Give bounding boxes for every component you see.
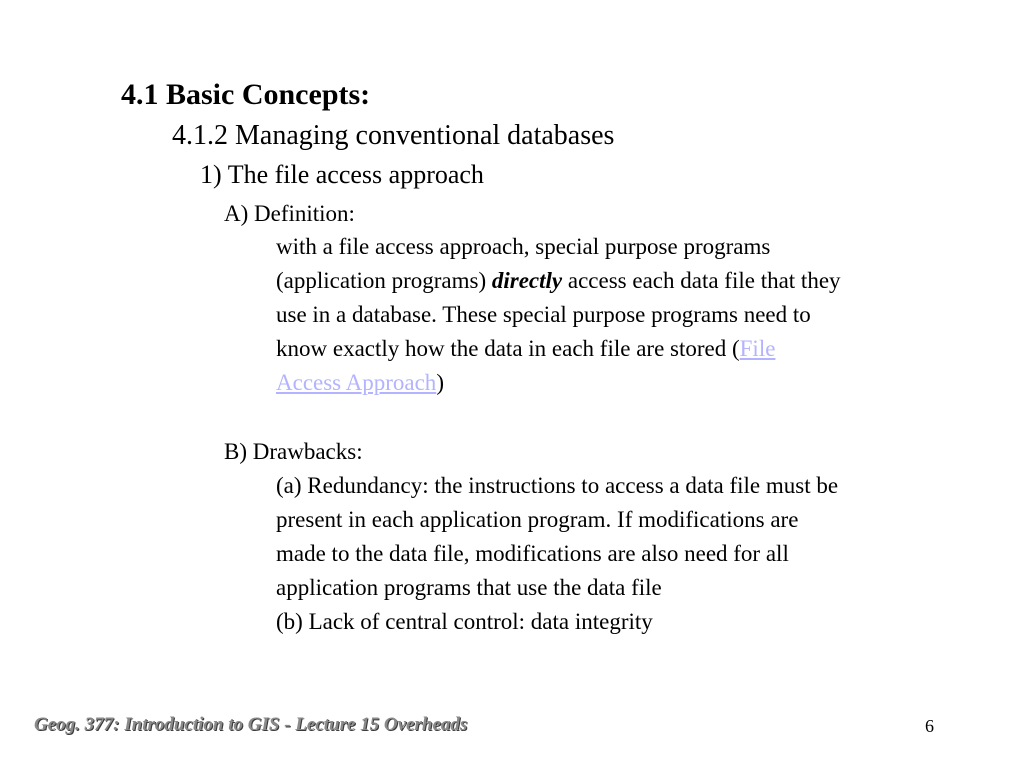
slide-subheading: 4.1.2 Managing conventional databases xyxy=(172,120,615,151)
emphasis-directly: directly xyxy=(491,268,563,293)
definition-line-5 xyxy=(276,371,444,394)
definition-line-3: use in a database. These special purpose programs need to xyxy=(276,302,811,327)
drawbacks-label: B) Drawbacks: xyxy=(224,439,363,464)
definition-line-4-text: know exactly how the data in each file are stored ( xyxy=(276,336,740,361)
file-access-approach-link-part-1[interactable]: File xyxy=(739,336,776,361)
section-title: 1) The file access approach xyxy=(200,160,484,189)
definition-line-2-start: (application programs) xyxy=(276,268,492,293)
drawbacks-line-4: application programs that use the data file xyxy=(276,575,662,600)
file-access-approach-link-part-2[interactable]: Access Approach xyxy=(276,370,437,395)
definition-line-1: with a file access approach, special purpose programs xyxy=(276,234,771,259)
drawbacks-line-3: made to the data file, modifications are also need for all xyxy=(276,541,789,566)
definition-line-2-end: access each data file that they xyxy=(562,268,841,293)
definition-line-5-end: ) xyxy=(436,370,444,395)
definition-label: A) Definition: xyxy=(224,201,355,226)
definition-line-2 xyxy=(276,269,841,292)
drawbacks-line-5: (b) Lack of central control: data integrity xyxy=(276,609,653,634)
drawbacks-line-2: present in each application program. If modifications are xyxy=(276,507,799,532)
definition-line-4 xyxy=(276,337,775,360)
slide-heading: 4.1 Basic Concepts: xyxy=(121,78,371,111)
drawbacks-line-1: (a) Redundancy: the instructions to access a data file must be xyxy=(276,473,839,498)
footer-course-title: Geog. 377: Introduction to GIS - Lecture 15 Overheads xyxy=(34,714,468,735)
page-number: 6 xyxy=(925,716,934,736)
